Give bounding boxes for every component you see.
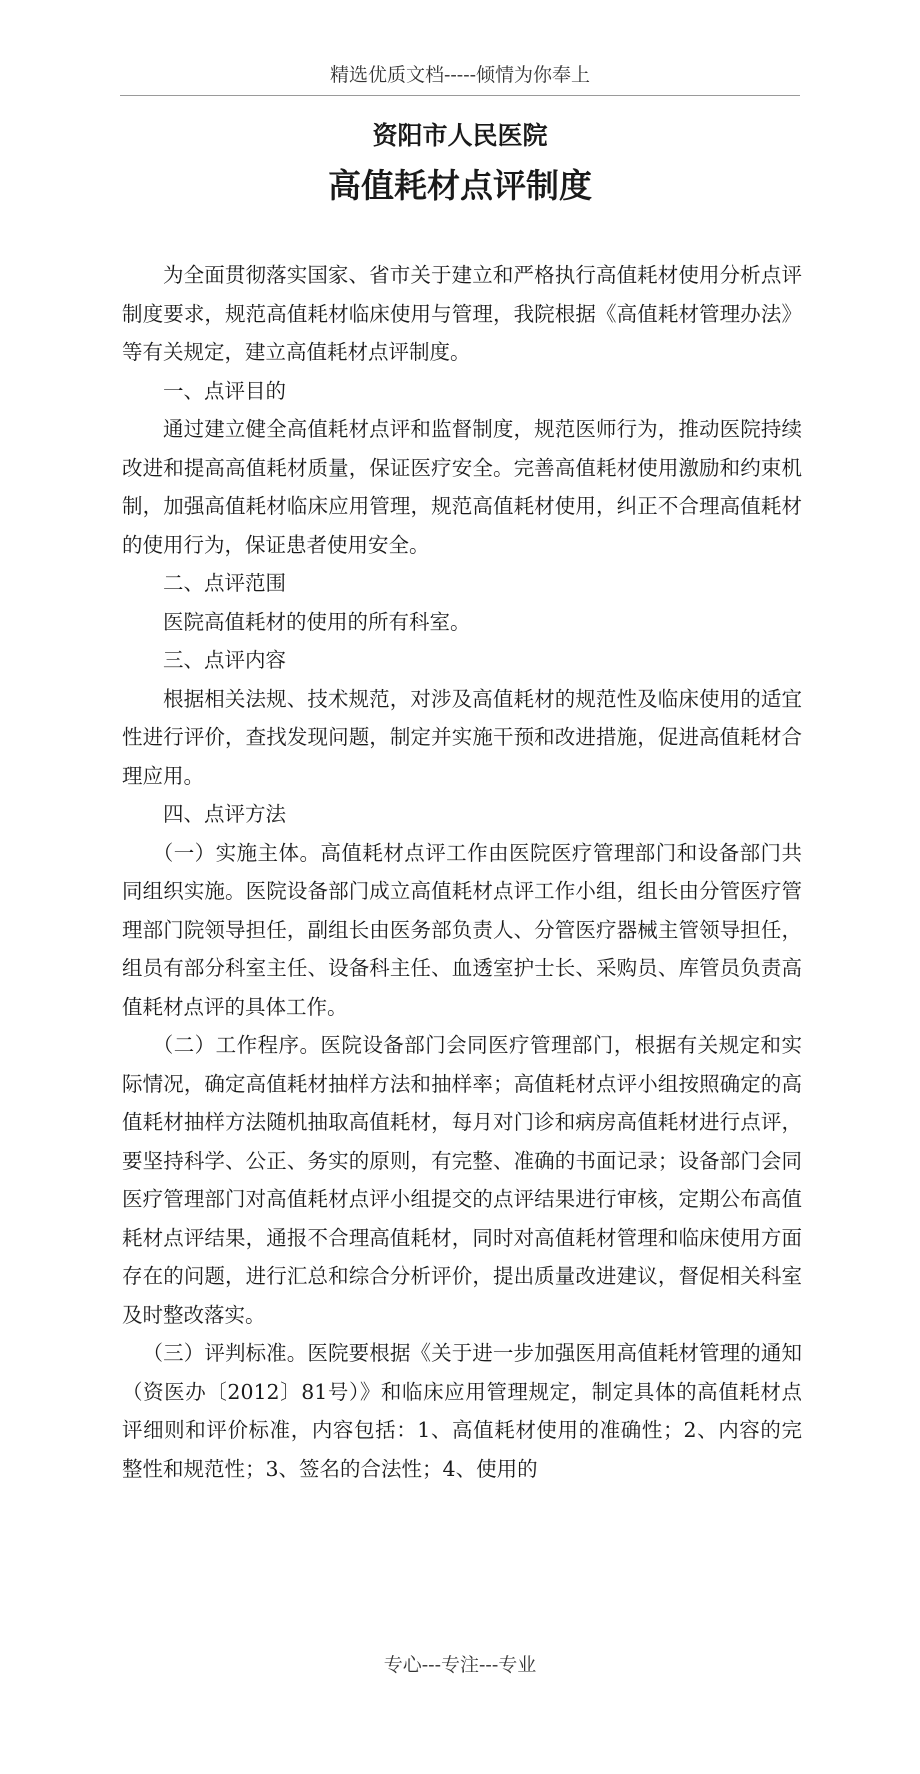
page-header: 精选优质文档-----倾情为你奉上 — [120, 60, 800, 96]
section-4-heading: 四、点评方法 — [163, 802, 286, 826]
section-1-heading: 一、点评目的 — [163, 378, 286, 403]
section-1-paragraph: 通过建立健全高值耗材点评和监督制度，规范医师行为，推动医院持续改进和提高高值耗材质量，保证医疗安全。完善高值耗材使用激励和约束机制，加强高值耗材临床应用管理，规范高值耗材使用，纠正不合理高值耗材的使用行为，保证患者使用安全。 — [122, 417, 802, 557]
section-4-paragraph-3: （三）评判标准。医院要根据《关于进一步加强医用高值耗材管理的通知（资医办〔2012〕81号）》和临床应用管理规定，制定具体的高值耗材点评细则和评价标准，内容包括：1、高值耗材使用的准确性；2、内容的完整性和规范性；3、签名的合法性；4、使用的 — [122, 1341, 802, 1481]
document-body — [122, 256, 802, 1488]
intro-paragraph: 为全面贯彻落实国家、省市关于建立和严格执行高值耗材使用分析点评制度要求，规范高值耗材临床使用与管理，我院根据《高值耗材管理办法》等有关规定，建立高值耗材点评制度。 — [122, 263, 802, 364]
hospital-name: 资阳市人民医院 — [372, 121, 548, 150]
section-4-paragraph-1: （一）实施主体。高值耗材点评工作由医院医疗管理部门和设备部门共同组织实施。医院设备部门成立高值耗材点评工作小组，组长由分管医疗管理部门院领导担任，副组长由医务部负责人、分管医疗器械主管领导担任，组员有部分科室主任、设备科主任、血透室护士长、采购员、库管员负责高值耗材点评的具体工作。 — [122, 840, 802, 1019]
section-3-paragraph: 根据相关法规、技术规范，对涉及高值耗材的规范性及临床使用的适宜性进行评价，查找发现问题，制定并实施干预和改进措施，促进高值耗材合理应用。 — [122, 686, 802, 788]
section-4-paragraph-2: （二）工作程序。医院设备部门会同医疗管理部门，根据有关规定和实际情况，确定高值耗材抽样方法和抽样率；高值耗材点评小组按照确定的高值耗材抽样方法随机抽取高值耗材，每月对门诊和病房高值耗材进行点评，要坚持科学、公正、务实的原则，有完整、准确的书面记录；设备部门会同医疗管理部门对高值耗材点评小组提交的点评结果进行审核，定期公布高值耗材点评结果，通报不合理高值耗材，同时对高值耗材管理和临床使用方面存在的问题，进行汇总和综合分析评价，提出质量改进建议，督促相关科室及时整改落实。 — [122, 1033, 802, 1327]
document-title: 高值耗材点评制度 — [328, 166, 592, 205]
section-2-paragraph: 医院高值耗材的使用的所有科室。 — [163, 609, 471, 634]
section-2-heading: 二、点评范围 — [163, 571, 286, 595]
section-3-heading: 三、点评内容 — [163, 648, 286, 672]
page-footer: 专心---专注---专业 — [383, 1654, 537, 1676]
